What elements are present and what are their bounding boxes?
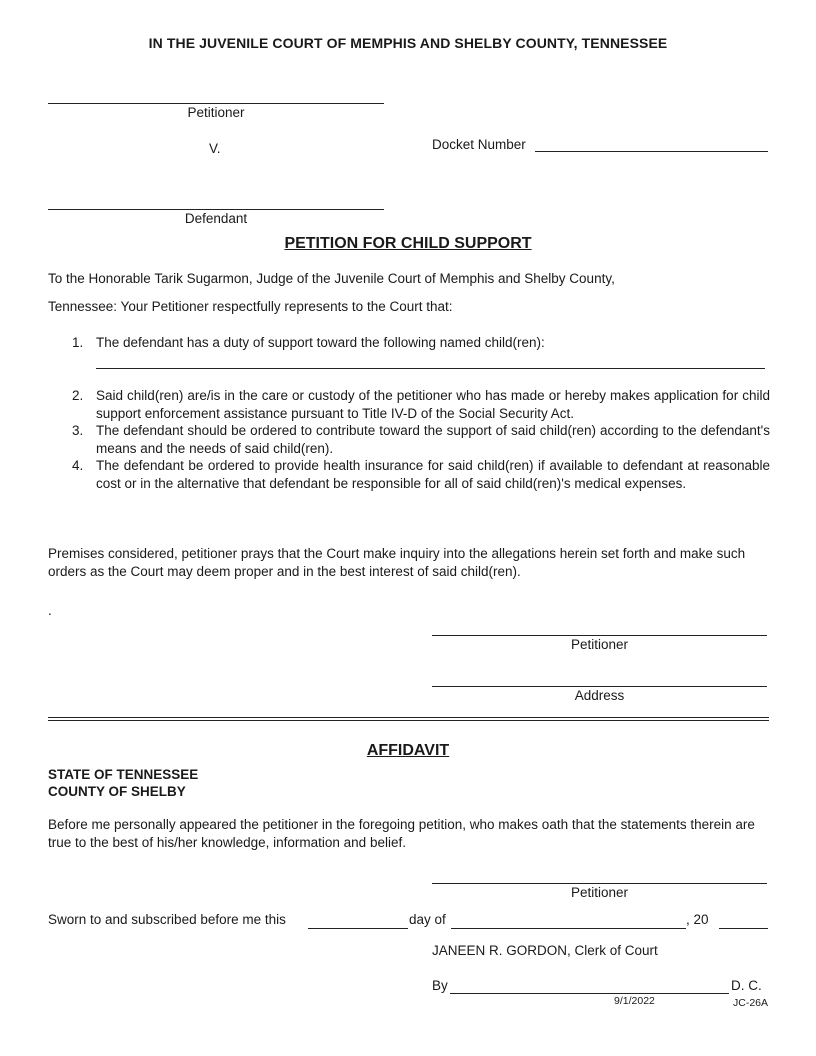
item-number: 4. xyxy=(72,458,84,473)
revision-date: 9/1/2022 xyxy=(614,995,655,1007)
form-code: JC-26A xyxy=(733,997,769,1009)
day-of-text: day of xyxy=(409,912,446,927)
year-prefix-text: , 20 xyxy=(686,912,709,927)
petition-intro-line1: To the Honorable Tarik Sugarmon, Judge of the Juvenile Court of Memphis and Shelby County, xyxy=(48,271,615,286)
affidavit-signature-label: Petitioner xyxy=(570,885,629,900)
children-names-field[interactable] xyxy=(96,368,765,369)
versus-label: V. xyxy=(209,141,221,156)
sworn-text: Sworn to and subscribed before me this xyxy=(48,912,286,927)
list-item xyxy=(72,422,770,457)
list-item xyxy=(72,387,770,422)
dc-label: D. C. xyxy=(731,978,762,993)
by-label: By xyxy=(432,978,448,993)
item-number: 2. xyxy=(72,388,84,403)
section-divider xyxy=(48,717,769,721)
petition-title: PETITION FOR CHILD SUPPORT xyxy=(284,235,532,252)
court-header: IN THE JUVENILE COURT OF MEMPHIS AND SHELBY COUNTY, TENNESSEE xyxy=(148,35,668,51)
petition-signature-label: Petitioner xyxy=(570,637,629,652)
petition-intro-line2: Tennessee: Your Petitioner respectfully represents to the Court that: xyxy=(48,299,453,314)
stray-dot: . xyxy=(48,603,52,618)
item-number: 3. xyxy=(72,423,84,438)
sworn-year-field[interactable] xyxy=(719,928,768,929)
docket-number-field[interactable] xyxy=(535,151,768,152)
petitioner-name-line[interactable] xyxy=(48,103,384,104)
list-item xyxy=(72,457,770,492)
sworn-month-field[interactable] xyxy=(451,928,686,929)
affidavit-title: AFFIDAVIT xyxy=(366,742,450,759)
petition-signature-line[interactable] xyxy=(432,635,767,636)
item-text: The defendant should be ordered to contribute toward the support of said child(ren) according to the defendant's means and the needs of said child(ren). xyxy=(96,423,770,456)
item-number: 1. xyxy=(72,335,84,350)
address-line[interactable] xyxy=(432,686,767,687)
defendant-caption-label: Defendant xyxy=(184,211,248,226)
sworn-day-field[interactable] xyxy=(308,928,408,929)
affidavit-county: COUNTY OF SHELBY xyxy=(48,784,186,799)
clerk-name: JANEEN R. GORDON, Clerk of Court xyxy=(432,943,658,958)
petitioner-caption-label: Petitioner xyxy=(187,105,245,120)
item-text: The defendant be ordered to provide health insurance for said child(ren) if available to defendant at reasonable cost or in the alternative that defendant be responsible for all of said child(ren)'s medical expenses. xyxy=(96,458,770,491)
defendant-name-line[interactable] xyxy=(48,209,384,210)
docket-number-label: Docket Number xyxy=(432,137,526,152)
address-label: Address xyxy=(574,688,625,703)
premises-paragraph: Premises considered, petitioner prays that the Court make inquiry into the allegations herein set forth and make such orders as the Court may deem proper and in the best interest of said child(ren). xyxy=(48,546,746,579)
affidavit-signature-line[interactable] xyxy=(432,883,767,884)
list-item xyxy=(72,334,770,352)
affidavit-state: STATE OF TENNESSEE xyxy=(48,767,199,782)
item-text: The defendant has a duty of support toward the following named child(ren): xyxy=(96,335,545,350)
item-text: Said child(ren) are/is in the care or custody of the petitioner who has made or hereby makes application for child support enforcement assistance pursuant to Title IV-D of the Social Security Act. xyxy=(96,388,770,421)
affidavit-statement: Before me personally appeared the petitioner in the foregoing petition, who makes oath that the statements therein are true to the best of his/her knowledge, information and belief. xyxy=(48,817,755,850)
deputy-clerk-signature-line[interactable] xyxy=(450,993,729,994)
